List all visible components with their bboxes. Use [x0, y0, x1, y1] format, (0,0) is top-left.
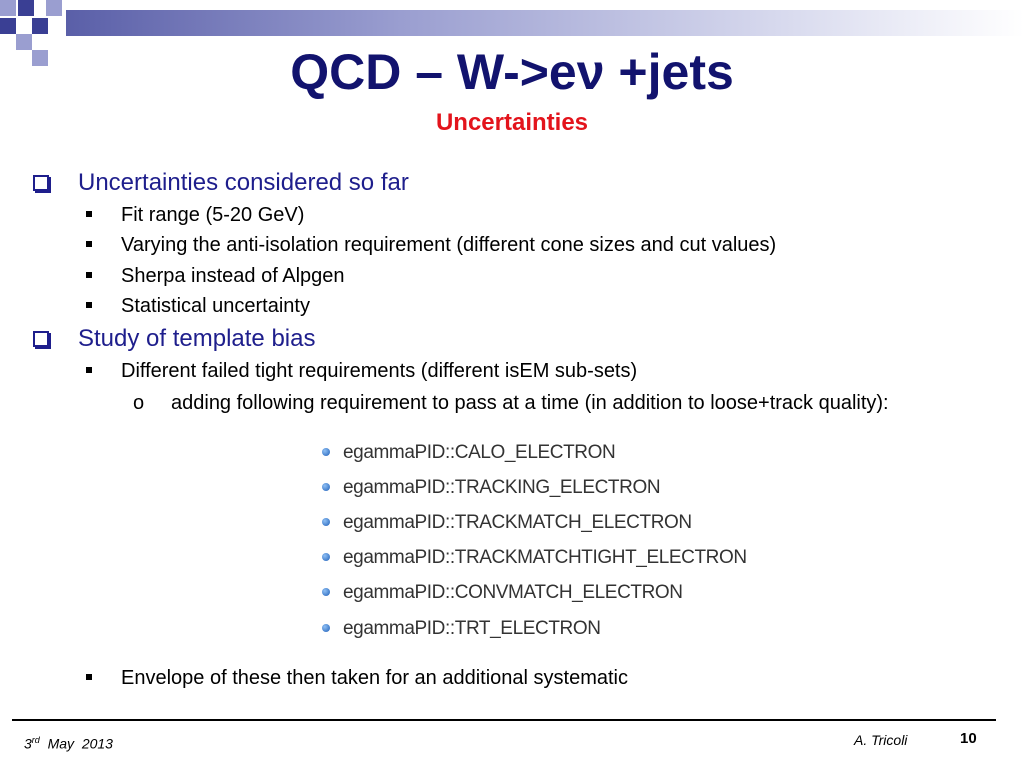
square-bullet-icon — [86, 674, 92, 680]
square-bullet-icon — [86, 211, 92, 217]
decoration-square — [0, 18, 16, 34]
decoration-square — [0, 0, 16, 16]
blue-dot-bullet-icon — [322, 483, 330, 491]
footer-date: 3rd May 2013 — [24, 735, 113, 752]
square-bullet-icon — [86, 272, 92, 278]
decoration-square — [32, 18, 48, 34]
slide-subtitle: Uncertainties — [435, 109, 589, 136]
blue-dot-bullet-icon — [322, 624, 330, 632]
checkbox-bullet-icon — [33, 175, 49, 191]
footer-rule — [12, 719, 996, 721]
blue-dot-bullet-icon — [322, 518, 330, 526]
header-gradient-bar — [66, 10, 1024, 36]
checkbox-bullet-icon — [33, 331, 49, 347]
square-bullet-icon — [86, 241, 92, 247]
square-bullet-icon — [86, 302, 92, 308]
square-bullet-icon — [86, 367, 92, 373]
circle-bullet-icon: o — [133, 392, 145, 414]
footer-author: A. Tricoli — [854, 732, 908, 748]
blue-dot-bullet-icon — [322, 553, 330, 561]
slide-title: QCD – W->eν +jets — [290, 44, 734, 100]
decoration-square — [46, 0, 62, 16]
decoration-square — [18, 0, 34, 16]
blue-dot-bullet-icon — [322, 448, 330, 456]
blue-dot-bullet-icon — [322, 588, 330, 596]
page-number: 10 — [960, 730, 977, 747]
